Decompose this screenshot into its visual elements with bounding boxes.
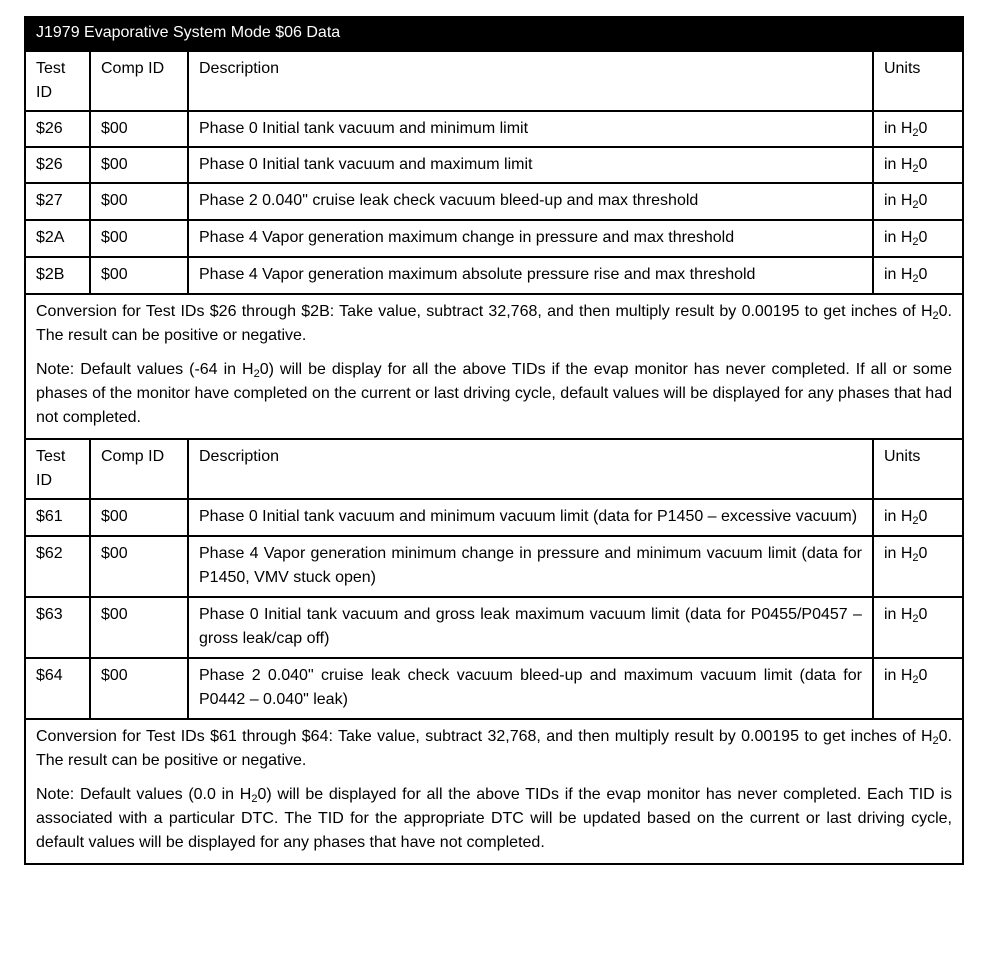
section2-notes-row bbox=[25, 719, 963, 864]
unit-sub: 2 bbox=[912, 236, 919, 248]
evap-mode06-table bbox=[24, 16, 964, 865]
comp-id-cell: $00 bbox=[90, 536, 188, 597]
default-values-note bbox=[36, 783, 952, 855]
description-cell: Phase 0 Initial tank vacuum and gross leak maximum vacuum limit (data for P0455/P0457 – gross leak/cap off) bbox=[188, 597, 873, 658]
unit-prefix: in H bbox=[883, 508, 913, 525]
unit-sub: 2 bbox=[912, 613, 919, 625]
unit-prefix: in H bbox=[883, 120, 913, 137]
units-cell bbox=[873, 536, 963, 597]
unit-suffix: 0 bbox=[918, 156, 928, 173]
header-description: Description bbox=[188, 51, 873, 111]
note-sub: 2 bbox=[253, 368, 260, 380]
unit-prefix: in H bbox=[883, 266, 913, 283]
conversion-sub: 2 bbox=[932, 310, 939, 322]
table-row bbox=[25, 220, 963, 257]
table-row bbox=[25, 147, 963, 183]
conversion-text-end: 0. The result can be positive or negative. bbox=[36, 303, 952, 344]
note-text: Note: Default values (0.0 in H bbox=[36, 786, 252, 803]
unit-suffix: 0 bbox=[918, 229, 928, 246]
test-id-cell: $62 bbox=[25, 536, 90, 597]
section1-notes bbox=[25, 294, 963, 439]
unit-suffix: 0 bbox=[918, 120, 928, 137]
comp-id-cell: $00 bbox=[90, 220, 188, 257]
note-sub: 2 bbox=[251, 793, 258, 805]
unit-sub: 2 bbox=[912, 273, 919, 285]
description-cell: Phase 2 0.040" cruise leak check vacuum bleed-up and maximum vacuum limit (data for P0442 – 0.040" leak) bbox=[188, 658, 873, 719]
mode06-document bbox=[24, 16, 964, 865]
unit-suffix: 0 bbox=[918, 606, 928, 623]
comp-id-cell: $00 bbox=[90, 147, 188, 183]
comp-id-cell: $00 bbox=[90, 183, 188, 220]
conversion-text-end: 0. The result can be positive or negative. bbox=[36, 728, 952, 769]
units-cell bbox=[873, 183, 963, 220]
header-row-2 bbox=[25, 439, 963, 499]
units-cell bbox=[873, 499, 963, 536]
unit-suffix: 0 bbox=[918, 667, 928, 684]
description-cell: Phase 4 Vapor generation maximum absolute pressure rise and max threshold bbox=[188, 257, 873, 294]
header-row-1 bbox=[25, 51, 963, 111]
unit-sub: 2 bbox=[912, 199, 919, 211]
table-row bbox=[25, 257, 963, 294]
test-id-cell: $63 bbox=[25, 597, 90, 658]
unit-suffix: 0 bbox=[918, 545, 928, 562]
unit-sub: 2 bbox=[912, 552, 919, 564]
unit-sub: 2 bbox=[912, 674, 919, 686]
table-title: J1979 Evaporative System Mode $06 Data bbox=[25, 17, 963, 51]
header-test-id: Test ID bbox=[25, 439, 90, 499]
unit-sub: 2 bbox=[912, 515, 919, 527]
section2-notes bbox=[25, 719, 963, 864]
unit-suffix: 0 bbox=[918, 266, 928, 283]
unit-prefix: in H bbox=[883, 156, 913, 173]
comp-id-cell: $00 bbox=[90, 257, 188, 294]
description-cell: Phase 2 0.040" cruise leak check vacuum bleed-up and max threshold bbox=[188, 183, 873, 220]
section1-notes-row bbox=[25, 294, 963, 439]
units-cell bbox=[873, 220, 963, 257]
note-text-end: 0) will be display for all the above TIDs if the evap monitor has never completed. If all or some phases of the monitor have completed on the current or last driving cycle, default values will be displayed for any phases that had not completed. bbox=[36, 361, 953, 426]
conversion-sub: 2 bbox=[932, 735, 939, 747]
note-text-end: 0) will be displayed for all the above TIDs if the evap monitor has never completed. Each TID is associated with a particular DTC. The TID for the appropriate DTC will be updated based on the current or last driving cycle, default values will be displayed for any phases that have not completed. bbox=[36, 786, 952, 851]
test-id-cell: $26 bbox=[25, 147, 90, 183]
header-test-id: Test ID bbox=[25, 51, 90, 111]
units-cell bbox=[873, 597, 963, 658]
table-row bbox=[25, 597, 963, 658]
comp-id-cell: $00 bbox=[90, 597, 188, 658]
test-id-cell: $2A bbox=[25, 220, 90, 257]
header-comp-id: Comp ID bbox=[90, 51, 188, 111]
table-title-row bbox=[25, 17, 963, 51]
comp-id-cell: $00 bbox=[90, 499, 188, 536]
description-cell: Phase 0 Initial tank vacuum and maximum limit bbox=[188, 147, 873, 183]
table-row bbox=[25, 183, 963, 220]
units-cell bbox=[873, 147, 963, 183]
conversion-note bbox=[36, 725, 952, 773]
default-values-note bbox=[36, 358, 952, 430]
unit-prefix: in H bbox=[883, 545, 913, 562]
test-id-cell: $64 bbox=[25, 658, 90, 719]
table-row bbox=[25, 111, 963, 147]
table-row bbox=[25, 499, 963, 536]
conversion-text: Conversion for Test IDs $61 through $64: Take value, subtract 32,768, and then multiply result by 0.00195 to get inches of H bbox=[36, 728, 933, 745]
conversion-note bbox=[36, 300, 952, 348]
header-units: Units bbox=[873, 51, 963, 111]
comp-id-cell: $00 bbox=[90, 658, 188, 719]
header-units: Units bbox=[873, 439, 963, 499]
unit-prefix: in H bbox=[883, 606, 913, 623]
units-cell bbox=[873, 658, 963, 719]
description-cell: Phase 0 Initial tank vacuum and minimum limit bbox=[188, 111, 873, 147]
table-row bbox=[25, 658, 963, 719]
test-id-cell: $27 bbox=[25, 183, 90, 220]
header-comp-id: Comp ID bbox=[90, 439, 188, 499]
test-id-cell: $26 bbox=[25, 111, 90, 147]
unit-prefix: in H bbox=[883, 229, 913, 246]
conversion-text: Conversion for Test IDs $26 through $2B: Take value, subtract 32,768, and then multiply result by 0.00195 to get inches of H bbox=[36, 303, 933, 320]
unit-suffix: 0 bbox=[918, 192, 928, 209]
table-row bbox=[25, 536, 963, 597]
test-id-cell: $2B bbox=[25, 257, 90, 294]
unit-suffix: 0 bbox=[918, 508, 928, 525]
note-text: Note: Default values (-64 in H bbox=[36, 361, 254, 378]
unit-sub: 2 bbox=[912, 127, 919, 139]
description-cell: Phase 0 Initial tank vacuum and minimum vacuum limit (data for P1450 – excessive vacuum) bbox=[188, 499, 873, 536]
units-cell bbox=[873, 257, 963, 294]
unit-prefix: in H bbox=[883, 667, 913, 684]
header-description: Description bbox=[188, 439, 873, 499]
unit-sub: 2 bbox=[912, 163, 919, 175]
test-id-cell: $61 bbox=[25, 499, 90, 536]
comp-id-cell: $00 bbox=[90, 111, 188, 147]
description-cell: Phase 4 Vapor generation maximum change in pressure and max threshold bbox=[188, 220, 873, 257]
description-cell: Phase 4 Vapor generation minimum change in pressure and minimum vacuum limit (data for P1450, VMV stuck open) bbox=[188, 536, 873, 597]
unit-prefix: in H bbox=[883, 192, 913, 209]
units-cell bbox=[873, 111, 963, 147]
